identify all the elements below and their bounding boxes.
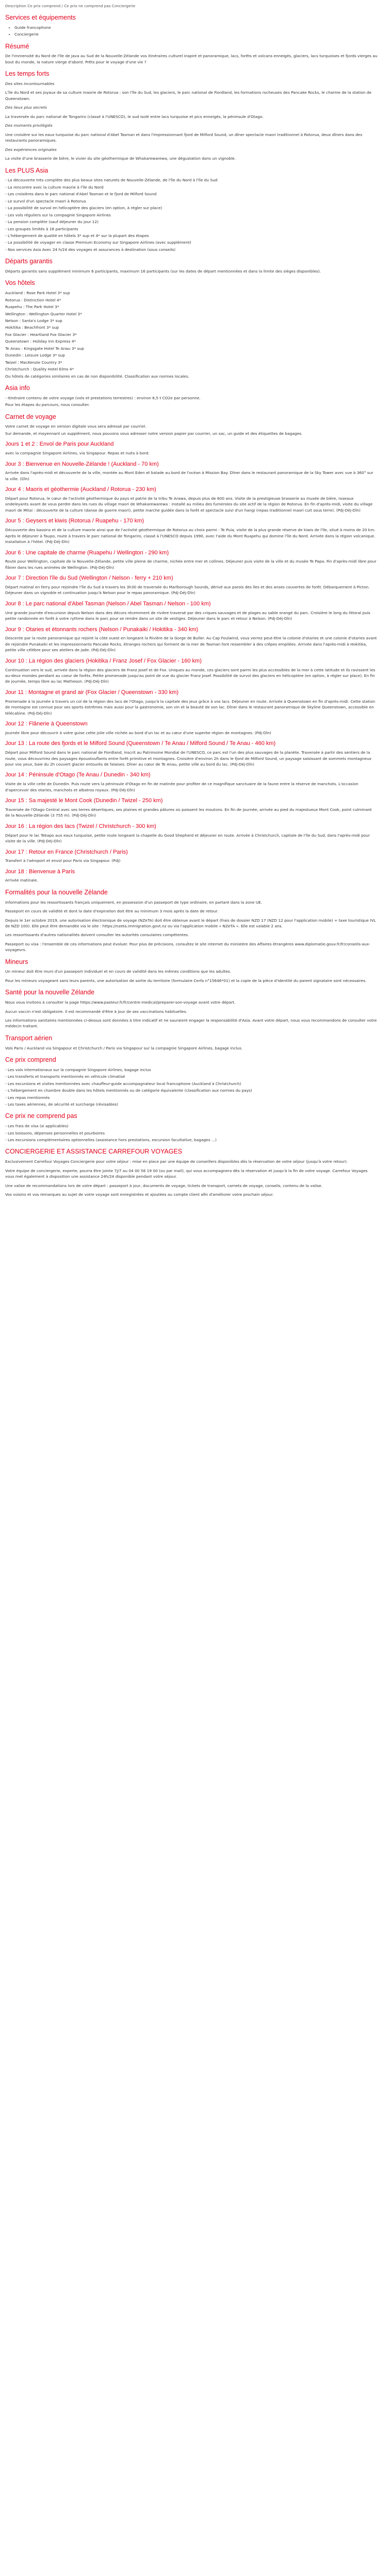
page: [0, 0, 382, 1211]
forts-section: [5, 70, 378, 161]
plus-item: - La possibilité de voyager en classe Premium Economy sur Singapore Airlines (avec supplément): [5, 240, 191, 245]
prix-ne-item: - Les frais de visa (si applicables): [5, 1124, 69, 1129]
paragraph: Vols Paris / Auckland via Singapour et Christchurch / Paris via Singapour sur la compagnie Singapore Airlines, bagage inclus.: [5, 1045, 243, 1050]
day-section: [5, 518, 378, 545]
day-section: [5, 798, 378, 819]
day-section: [5, 721, 378, 736]
day-title: Jour 5 : Geysers et kiwis (Rotorua / Ruapehu - 170 km): [5, 518, 144, 524]
itinerary-days: [5, 461, 378, 884]
prix-ne-item: - Les excursions complémentaires optionnelles (assistance hors prestations, excursion facultative, bagages ...): [5, 1138, 217, 1142]
day-section: [5, 626, 378, 653]
prix-item: - Les taxes aériennes, de sécurité et surcharge (révisables): [5, 1101, 118, 1107]
day-title: Jour 6 : Une capitale de charme (Ruapehu / Wellington - 290 km): [5, 549, 169, 556]
hotel-item: Dunedin : Leisure Lodge 3* sup: [5, 353, 65, 358]
formalites-title: Formalités pour la nouvelle Zélande: [5, 888, 108, 896]
day-title: Jour 16 : La région des lacs (Twizel / Christchurch - 300 km): [5, 823, 156, 829]
paragraph: Une croisière sur les eaux turquoise du parc national d'Abel Tasman et dans l'impressionnant fjord de Milford Sound, un dîner spectacle maori traditionnel à Rotorua, deux dîners dans des restaurants panoramiques.: [5, 132, 363, 143]
day-section: [5, 823, 378, 844]
paragraph: Les ressortissants d'autres nationalités doivent consulter les autorités consulaires compétentes.: [5, 933, 189, 938]
day-section: [5, 550, 378, 571]
day-description: Arrivée matinale.: [5, 878, 38, 883]
prix-item: - L'hébergement en chambre double dans les hôtels mentionnés ou de catégorie équivalente (classification aux normes du pays): [5, 1088, 252, 1093]
carnet-title: Carnet de voyage: [5, 413, 56, 420]
prix-item: - Les excursions et visites mentionnées avec chauffeur-guide accompagnateur local francophone (Auckland à Christchurch): [5, 1081, 241, 1086]
day-description: Arrivée dans l'après-midi et découverte de la ville, montée au Mont Eden et balade au bord de l'océan à Mission Bay. Dîner dans le restaurant panoramique de la Sky Tower avec vue à 360° sur la ville. (Dîn): [5, 470, 373, 481]
plus-title: Les PLUS Asia: [5, 166, 48, 174]
mineurs-section: [5, 958, 378, 984]
hotel-item: Fox Glacier : Heartland Fox Glacier 3*: [5, 332, 77, 337]
sante-title: Santé pour la nouvelle Zélande: [5, 989, 95, 996]
hotel-item: Te Anau : Kingsgate Hotel Te Anau 3* sup: [5, 346, 84, 351]
day-title: Jour 8 : Le parc national d'Abel Tasman (Nelson / Abel Tasman / Nelson - 100 km): [5, 600, 211, 607]
hotels-title: Vos hôtels: [5, 279, 35, 287]
hotel-item: Auckland : Rose Park Hotel 3* sup: [5, 291, 70, 296]
paragraph: Depuis le 1er octobre 2019, une autorisation électronique de voyage (NZeTA) doit être obtenue avant le départ (frais de dossier NZD 17 (NZD 12 pour l'application mobile) + taxe touristique IVL de NZD 100). Elle peut être demandée via le site : https://nzeta.immigration.govt.nz ou via l'application mobile « NZeTA ». Elle est valable 2 ans.: [5, 918, 376, 928]
list-item: • Guide francophone: [14, 25, 378, 30]
day-description: Promenade à la journée à travers un col de la région des lacs de l'Otago, jusqu'à la capitale des jeux grâce à vos lacs. Déjeuner en route. Arrivée à Queenstown en fin d'après-midi. Cette station de montagne est connue pour ses sports extrêmes mais aussi pour la gastronomie, son vin et la beauté de son lac. Dîner dans le restaurant panoramique de Skyline Queenstown, accessible en télécabine. (Pdj-Déj-Dîn): [5, 699, 376, 716]
paragraph: Des moments privilégiés: [5, 123, 53, 128]
paragraph: Sur demande, et moyennant un supplément, nous pouvons vous adresser notre version papier par courrier, un sac, un guide et des étiquettes de bagages.: [5, 431, 303, 436]
day-title: Jour 10 : La région des glaciers (Hokitika / Franz Josef / Fox Glacier - 160 km): [5, 657, 202, 664]
forts-title: Les temps forts: [5, 70, 50, 78]
day-title: Jours 1 et 2 : Envol de Paris pour Auckland: [5, 441, 114, 448]
plus-item: - L'hébergement de qualité en hôtels 3* sup et 4* sur la plupart des étapes: [5, 233, 149, 238]
day-title: Jour 3 : Bienvenue en Nouvelle-Zélande ! (Auckland - 70 km): [5, 461, 159, 467]
top-note: Description Ce prix comprend / Ce prix ne comprend pas Conciergerie: [5, 4, 136, 8]
plus-item: - Les groupes limités à 16 participants: [5, 226, 78, 231]
day-section: [5, 869, 378, 884]
prix-ne-title: Ce prix ne comprend pas: [5, 1112, 77, 1120]
day-section: [5, 689, 378, 716]
day-description: Départ pour Milford Sound dans le parc national de Fiordland, inscrit au Patrimoine Mondial de l'UNESCO, ce parc est l'un des plus sauvages de la planète. Traversée à partir des sentiers de la route, vous découvrirez des paysages époustouflants entre forêt primitive et montagnes. Croisière d'environ 2h dans le fjord de Milford Sound, un paysage saisissant de sommets montagneux pour vos yeux, baie du 2h couvert glacier entourés de falaises. Dîner au cœur de Te Anau, petite ville au bord du lac. (Pdj-Déj-Dîn): [5, 750, 372, 767]
paragraph: Pour les mineurs voyageant sans leurs parents, une autorisation de sortie du territoire (formulaire Cerfa n°15646*01) et la copie de la pièce d'identité du parent signataire sont nécessaires.: [5, 978, 367, 983]
plus-item: - Les croisières dans le parc national d'Abel Tasman et le fjord de Milford Sound: [5, 192, 157, 197]
day-section: [5, 486, 378, 513]
mineurs-title: Mineurs: [5, 958, 28, 965]
plus-item: - La pension complète (sauf déjeuner du jour 12): [5, 219, 99, 225]
day-title: Jour 11 : Montagne et grand air (Fox Glacier / Queenstown - 330 km): [5, 689, 179, 696]
day-title: Jour 14 : Péninsule d'Otago (Te Anau / Dunedin - 340 km): [5, 772, 151, 778]
day-title: Jour 7 : Direction l'île du Sud (Wellington / Nelson - ferry + 210 km): [5, 575, 173, 582]
list-item: • Conciergerie: [14, 31, 378, 37]
day-description: Départ pour le lac Tekapo aux eaux turquoise, petite route longeant la chapelle du Good Shepherd et déjeuner en route. Arrivée à Christchurch, capitale de l'île du Sud, dans l'après-midi pour visite de la ville. (Pdj-Déj-Dîn): [5, 833, 370, 844]
sante-section: [5, 989, 378, 1029]
day-description: Descente par la route panoramique qui rejoint la côte ouest en longeant la Rivière de la Gorge de Buller. Au Cap Foulwind, vous verrez peut-être la colonie d'otaries et une colonie d'otaries avant de rejoindre Punakaiki et les impressionnants Pancake Rocks, étranges rochers qui forment de la mer de Tasman font ressembler à des crêpes empilées. Arrivée dans l'après-midi à Hokitika, petite ville célèbre pour ses ateliers de jade. (Pdj-Déj-Dîn): [5, 636, 377, 653]
hotel-item: Ruapehu : The Park Hotel 3*: [5, 304, 59, 310]
day-description: Découverte des bassins et de la culture maorie ainsi que de l'activité géothermique de Rotorua au choix parmi : Te Puia, visite de la plus grande réserve de kiwis de l'île, situé à moins de 20 km. Après le déjeuner à Taupo, route à travers le parc national de Tongariro, classé à l'UNESCO depuis 1990, avec l'aide du Mont Ruapehu qui domine l'île du Nord. Arrivée dans la région volcanique. Installation à l'hôtel. (Pdj-Déj-Dîn): [5, 528, 376, 545]
day-description: Journée libre pour découvrir à votre guise cette jolie ville nichée au bord d'un lac et au cœur d'une superbe région de montagnes. (Pdj-Dîn): [5, 730, 271, 735]
day-description: Départ pour Rotorua, le cœur de l'activité géothermique du pays et patrie de la tribu Te Arawa, depuis plus de 600 ans. Visite de la prestigieuse brasserie au musée de bière, roseaux ondeleyants avant de vous perdre dans les rues du village maori de Whakarewarewa : installé au milieu des fumeroles du site actif de la région de Rotorua. En fin d'après-midi, visite du village maori de Mitai : découverte de la culture (danse de guerre maori), petite marche guidée dans la forêt et spectacle suivi d'un hangi (repas traditionnel maori cuit sous terre). (Pdj-Déj-Dîn): [5, 496, 373, 513]
carnet-section: [5, 413, 378, 437]
paragraph: Exclusivement Carrefour Voyages Conciergerie pour votre séjour : mise en place par une équipe de conseillers disponibles dès la réservation de votre séjour (jusqu'à votre retour).: [5, 1159, 348, 1164]
day-section: [5, 772, 378, 793]
plus-item: - La possibilité de survol en hélicoptère des glaciers (en option, à régler sur place): [5, 206, 162, 211]
concierge-section: [5, 1148, 378, 1197]
paragraph: - Itinéraire contenu de votre voyage (vols et prestations terrestres) : environ 6,5 t CO2e par personne.: [5, 395, 201, 400]
paragraph: Une valise de recommandations lors de votre départ : passeport à jour, documents de voyage, tickets de transport, carnets de voyage, conseils, contenu de la valise.: [5, 1183, 323, 1188]
plus-item: - Nos services Asia Avec 24 h/24 des voyages et assurances à destination (sous conseils): [5, 247, 176, 252]
day-title: Jour 4 : Maoris et géothermie (Auckland / Rotorua - 230 km): [5, 486, 156, 493]
paragraph: Vos voisins et vos remarques au sujet de votre voyage sont enregistrées et ajoutées au compte client afin d'améliorer votre prochain séjour.: [5, 1192, 274, 1197]
day-description: Visite de la ville celte de Dunedin. Puis route vers la péninsule d'Otago en fin de matinée pour profiter de ce magnifique sanctuaire de la faune entre la réserve de manchots. L'occasion d'apercevoir des otaries, manchots et albatros royaux. (Pdj-Déj-Dîn): [5, 782, 359, 792]
paragraph: Passeport ou visa : l'ensemble de ces informations peut évoluer. Pour plus de précisions, consultez le site internet du ministère des Affaires étrangères www.diplomatie.gouv.fr/fr/conseils-aux-voyageurs.: [5, 941, 370, 953]
prix-section: [5, 1056, 378, 1107]
services-title: Services et équipements: [5, 14, 76, 22]
paragraph: Nous vous invitons à consulter la page https://www.pasteur.fr/fr/centre-medical/preparer-son-voyage avant votre départ.: [5, 1000, 236, 1005]
paragraph: La traversée du parc national de Tongariro (classé à l'UNESCO), le sud isolé entre lacs turquoise et pics enneigés, la péninsule d'Otago.: [5, 114, 264, 119]
hotel-item: Rotorua : Distinction Hotel 4*: [5, 297, 61, 302]
asia-info-section: [5, 384, 378, 408]
day-section: [5, 601, 378, 622]
day-title: Jour 12 : Flânerie à Queenstown: [5, 721, 88, 727]
paragraph: Des lieux plus secrets: [5, 105, 47, 110]
paragraph: avec la compagnie Singapore Airlines, via Singapour. Repas et nuits à bord.: [5, 451, 150, 456]
resume-title: Résumé: [5, 42, 29, 50]
concierge-title: CONCIERGERIE ET ASSISTANCE CARREFOUR VOYAGES: [5, 1148, 183, 1156]
paragraph: Votre carnet de voyage en version digitale vous sera adressé par courriel.: [5, 424, 146, 429]
services-section: [5, 14, 378, 38]
hotel-item: Queenstown : Holiday Inn Express 4*: [5, 339, 76, 344]
day-section: [5, 740, 378, 767]
hotels-note: Ou hôtels de catégories similaires en cas de non disponibilité. Classification aux normes locales.: [5, 374, 189, 379]
day-section: [5, 849, 378, 864]
plus-item: - Le survol d'un spectacle maori à Rotorua: [5, 198, 86, 204]
plus-item: - La rencontre avec la culture maorie à l'île du Nord: [5, 184, 104, 190]
day-description: Une grande journée d'excursion depuis Nelson dans des décors récemment de rivière traversé par des criques sauvages et de plages au sable orangé du parc. Croisière le long du littoral puis petite randonnée en forêt à votre rythme dans le parc pour se rendre dans un site de vestiges. Déjeuner dans le parc et retour à Nelson. (Pdj-Déj-Dîn): [5, 610, 370, 621]
paragraph: Pour les étapes du parcours, nous consulter.: [5, 402, 90, 408]
plus-item: - Les vols réguliers sur la compagnie Singapore Airlines: [5, 212, 111, 217]
hotel-item: Wellington : Wellington Quarter Hotel 3*: [5, 311, 82, 316]
plus-section: [5, 167, 378, 253]
day-description: Route pour Wellington, capitale de la Nouvelle-Zélande, petite ville pleine de charme, nichée entre mer et collines. Déjeuner puis visite de la ville et du musée Te Papa. Fin d'après-midi libre pour flâner dans les rues animées de Wellington. (Pdj-Déj-Dîn): [5, 559, 377, 570]
day-description: Départ matinal en ferry pour rejoindre l'île du Sud à travers les 3h30 de traversée du Marlborough Sounds, dérivé aux parois des îles et des anses couvertes de forêt. Débarquement à Picton. Déjeuner dans un vignoble et continuation jusqu'à Nelson pour le repas panoramique. (Pdj-Déj-Dîn): [5, 584, 370, 596]
hotel-item: Twizel : MacKenzie Country 3*: [5, 360, 62, 365]
day-description: Transfert à l'aéroport et envol pour Paris via Singapour. (Pdj): [5, 858, 121, 863]
day-title: Jour 18 : Bienvenue à Paris: [5, 868, 75, 875]
prix-ne-section: [5, 1112, 378, 1143]
hotel-item: Hokitika : Beachfront 3* sup: [5, 325, 59, 330]
paragraph: Des sites incontournables: [5, 81, 55, 86]
paragraph: Votre équipe de conciergerie, experte, pourra être jointe 7j/7 au 04 00 56 19 00 (ou par mail), qui vous accompagnera dès la réservation et jusqu'à la fin de votre voyage. Carrefour Voyages vous met également à disposition une assistance 24h/24 disponible pendant votre séjour.: [5, 1168, 368, 1179]
prix-item: - Les repas mentionnés: [5, 1095, 50, 1100]
day-title: Jour 9 : Otaries et étonnants rochers (Nelson / Punakaiki / Hokitika - 340 km): [5, 626, 199, 633]
day-title: Jour 17 : Retour en France (Christchurch / Paris): [5, 849, 128, 855]
paragraph: Un mineur doit être muni d'un passeport individuel et en cours de validité dans les mêmes conditions que les adultes.: [5, 969, 231, 974]
prix-item: - Les transferts et transports mentionnés en véhicule climatisé: [5, 1074, 125, 1079]
departs-section: [5, 258, 378, 379]
paragraph: L'île du Nord et ses joyaux de sa culture maorie de Rotorua : son l'île du Sud, les glaciers, le parc national de Fiordland, les formations rocheuses des Pancake Rocks, le charme de la station de Queenstown.: [5, 90, 371, 101]
hotel-item: Nelson : Santa's Lodge 3* sup: [5, 318, 62, 323]
departs-title: Départs garantis: [5, 258, 53, 265]
day-title: Jour 13 : La route des fjords et le Milford Sound (Queenstown / Te Anau / Milford Sound / Te Anau - 460 km): [5, 740, 276, 747]
day-description: Continuation vers le sud, arrivée dans la région des glaciers de Franz Josef et de Fox. Uniques au monde, ces glaciers sont parmi les plus accessibles de la mer à cette latitude et ils ravissent les au-deux mondes pendant au coeur de forêts. Petite promenade jusqu'au point de vue du glacier Franz Josef. Possibilité de survol des glaciers en hélicoptère (en option, à régler sur place). En fin de journée, temps libre au lac Matheson. (Pdj-Déj-Dîn): [5, 667, 376, 684]
prix-item: - Les vols internationaux sur la compagnie Singapore Airlines, bagage inclus: [5, 1067, 151, 1072]
paragraph: De l'immensité du Nord de l'île de Java au Sud de la Nouvelle-Zélande vos itinéraires culturel inspiré et panoramique, lacs, forêts et volcans enneigés, glaciers, lacs turquoises et fjords vierges au bout du monde, la nature vierge d'abord. Prêts pour le voyage d'une vie ?: [5, 54, 378, 64]
resume-section: [5, 43, 378, 65]
day-section: [5, 461, 378, 482]
paragraph: Des expériences originales: [5, 147, 57, 152]
paragraph: La visite d'une brasserie de bière, le vivier du site géothermique de Whakarewarewa, une dégustation dans un vignoble.: [5, 156, 236, 161]
prix-title: Ce prix comprend: [5, 1056, 56, 1063]
day-section: [5, 658, 378, 685]
services-list: [5, 25, 378, 38]
formalites-section: [5, 889, 378, 953]
paragraph: Aucun vaccin n'est obligatoire. Il est recommandé d'être à jour de ses vaccinations habituelles.: [5, 1009, 187, 1014]
paragraph: Départs garantis sans supplément minimum 6 participants, maximum 16 participants (sur les dates de départ mentionnées et dans la limite des sièges disponibles).: [5, 269, 321, 274]
paragraph: Passeport en cours de validité et dont la date d'expiration doit être au minimum 3 mois après la date de retour.: [5, 909, 219, 914]
prix-ne-item: - Les boissons, dépenses personnelles et pourboires: [5, 1130, 105, 1136]
day-title: Jour 15 : Sa majesté le Mont Cook (Dunedin / Twizel - 250 km): [5, 798, 163, 804]
paragraph: Les informations sanitaires mentionnées ci-dessus sont données à titre indicatif et ne sauraient engager la responsabilité d'Asia. Avant votre départ, nous vous recommandons de consulter votre médecin traitant.: [5, 1018, 377, 1029]
jours12-section: [5, 441, 378, 456]
hotels-list: [5, 290, 378, 372]
paragraph: Informations pour les ressortissants français uniquement, en possession d'un passeport de type ordinaire, en partant dans la zone UE.: [5, 900, 263, 905]
day-description: Traversée de l'Otago Central avec ses terres désertiques, ses plaines et grandes pâtures où paissent les moutons. En fin de journée, arrivée au pied du majestueux Mont Cook, point culminant de la Nouvelle-Zélande (3 755 m). (Pdj-Déj-Dîn): [5, 807, 372, 818]
asia-info-title: Asia info: [5, 384, 30, 392]
plus-item: - La découverte très complète des plus beaux sites naturels de Nouvelle-Zélande, de l'île du Nord à l'île du Sud: [5, 178, 218, 183]
day-section: [5, 575, 378, 596]
transport-title: Transport aérien: [5, 1034, 53, 1042]
hotel-item: Christchurch : Quality Hotel Elms 4*: [5, 367, 74, 372]
transport-section: [5, 1035, 378, 1051]
